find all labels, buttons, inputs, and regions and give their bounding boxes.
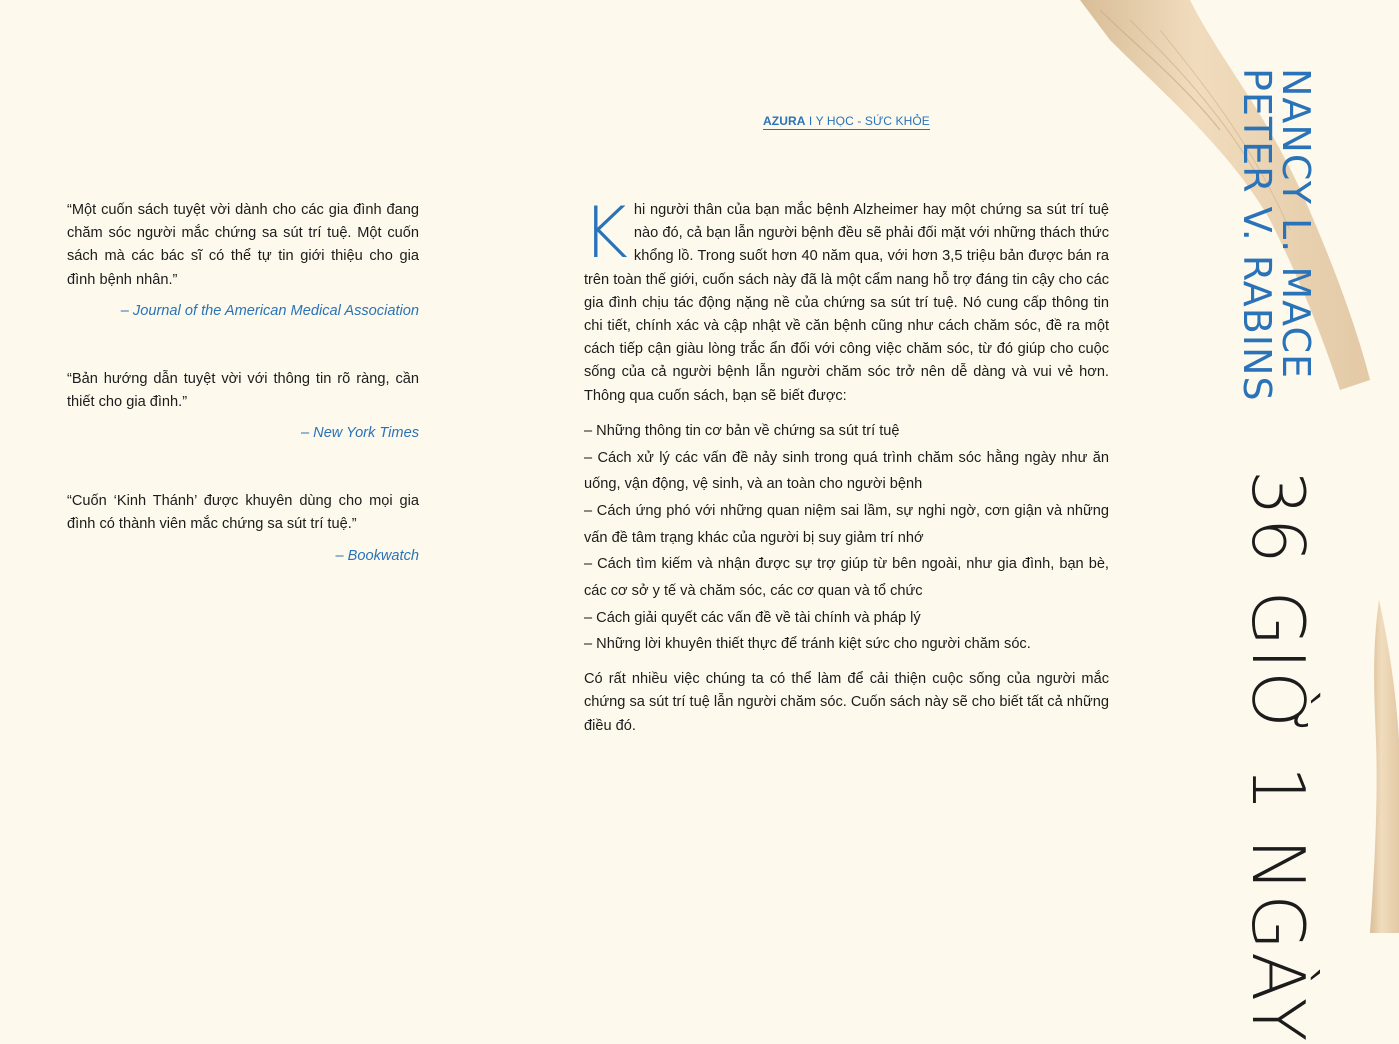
review-quotes: [67, 199, 419, 613]
review-quote: [67, 368, 419, 443]
tag-separator: I: [805, 114, 816, 128]
quote-source: – Journal of the American Medical Association: [120, 302, 419, 319]
list-item: – Cách ứng phó với những quan niệm sai lầm, sự nghi ngờ, cơn giận và những vấn đề tâm trạng khác của người bị suy giảm trí nhớ: [584, 502, 1109, 546]
author-name-2: PETER V. RABINS: [1235, 68, 1279, 402]
quote-text: “Một cuốn sách tuyệt vời dành cho các gia đình đang chăm sóc người mắc chứng sa sút trí tuệ. Một cuốn sách mà các bác sĩ có thể tự tin giới thiệu cho gia đình bệnh nhân.”: [67, 202, 419, 288]
book-description: [582, 192, 1109, 738]
author-name-1: NANCY L. MACE: [1274, 68, 1318, 379]
list-item: – Những thông tin cơ bản về chứng sa sút trí tuệ: [584, 422, 900, 439]
closing-paragraph: Có rất nhiều việc chúng ta có thể làm để cải thiện cuộc sống của người mắc chứng sa sút trí tuệ lẫn người chăm sóc. Cuốn sách này sẽ cho biết tất cả những điều đó.: [584, 671, 1109, 734]
intro-paragraph: [582, 192, 1109, 408]
book-title: 36 GIỜ 1 NGÀY: [1236, 470, 1320, 1044]
publisher-tag: [763, 114, 930, 130]
review-quote: [67, 490, 419, 565]
quote-source: – New York Times: [300, 425, 419, 442]
list-item: – Cách xử lý các vấn đề nảy sinh trong quá trình chăm sóc hằng ngày như ăn uống, vận động, vệ sinh, và an toàn cho người bệnh: [584, 449, 1109, 493]
quote-text: “Cuốn ‘Kinh Thánh’ được khuyên dùng cho mọi gia đình có thành viên mắc chứng sa sút trí tuệ.”: [67, 493, 419, 533]
publisher-category: Y HỌC - SỨC KHỎE: [815, 114, 930, 128]
quote-text: “Bản hướng dẫn tuyệt vời với thông tin rõ ràng, cần thiết cho gia đình.”: [67, 370, 419, 411]
drop-cap: K: [582, 192, 628, 274]
list-item: – Cách giải quyết các vấn đề về tài chính và pháp lý: [584, 609, 921, 626]
benefit-list: [584, 418, 1109, 658]
list-item: – Những lời khuyên thiết thực để tránh kiệt sức cho người chăm sóc.: [584, 636, 1031, 653]
list-item: – Cách tìm kiếm và nhận được sự trợ giúp từ bên ngoài, như gia đình, bạn bè, các cơ sở y tế và chăm sóc, các cơ quan và tổ chức: [584, 556, 1109, 600]
review-quote: [67, 199, 419, 321]
quote-source: – Bookwatch: [335, 547, 419, 564]
publisher-brand: AZURA: [763, 114, 806, 128]
intro-text: hi người thân của bạn mắc bệnh Alzheimer hay một chứng sa sút trí tuệ nào đó, cả bạn lẫn người bệnh đều sẽ phải đối mặt với những thách thức khổng lồ. Trong suốt hơn 40 năm qua, với hơn 3,5 triệu bản được bán ra trên toàn thế giới, cuốn sách này đã là một cẩm nang hỗ trợ đáng tin cậy cho các gia đình chịu tác động nặng nề của chứng sa sút trí tuệ. Nó cung cấp thông tin chi tiết, chính xác và cập nhật về căn bệnh cũng như cách chăm sóc, đề ra một cách tiếp cận giàu lòng trắc ẩn đối với công việc chăm sóc, từ đó giúp cho cuộc sống của cả người bệnh lẫn người chăm sóc trở nên dễ dàng và vui vẻ hơn. Thông qua cuốn sách, bạn sẽ biết được:: [584, 202, 1109, 404]
